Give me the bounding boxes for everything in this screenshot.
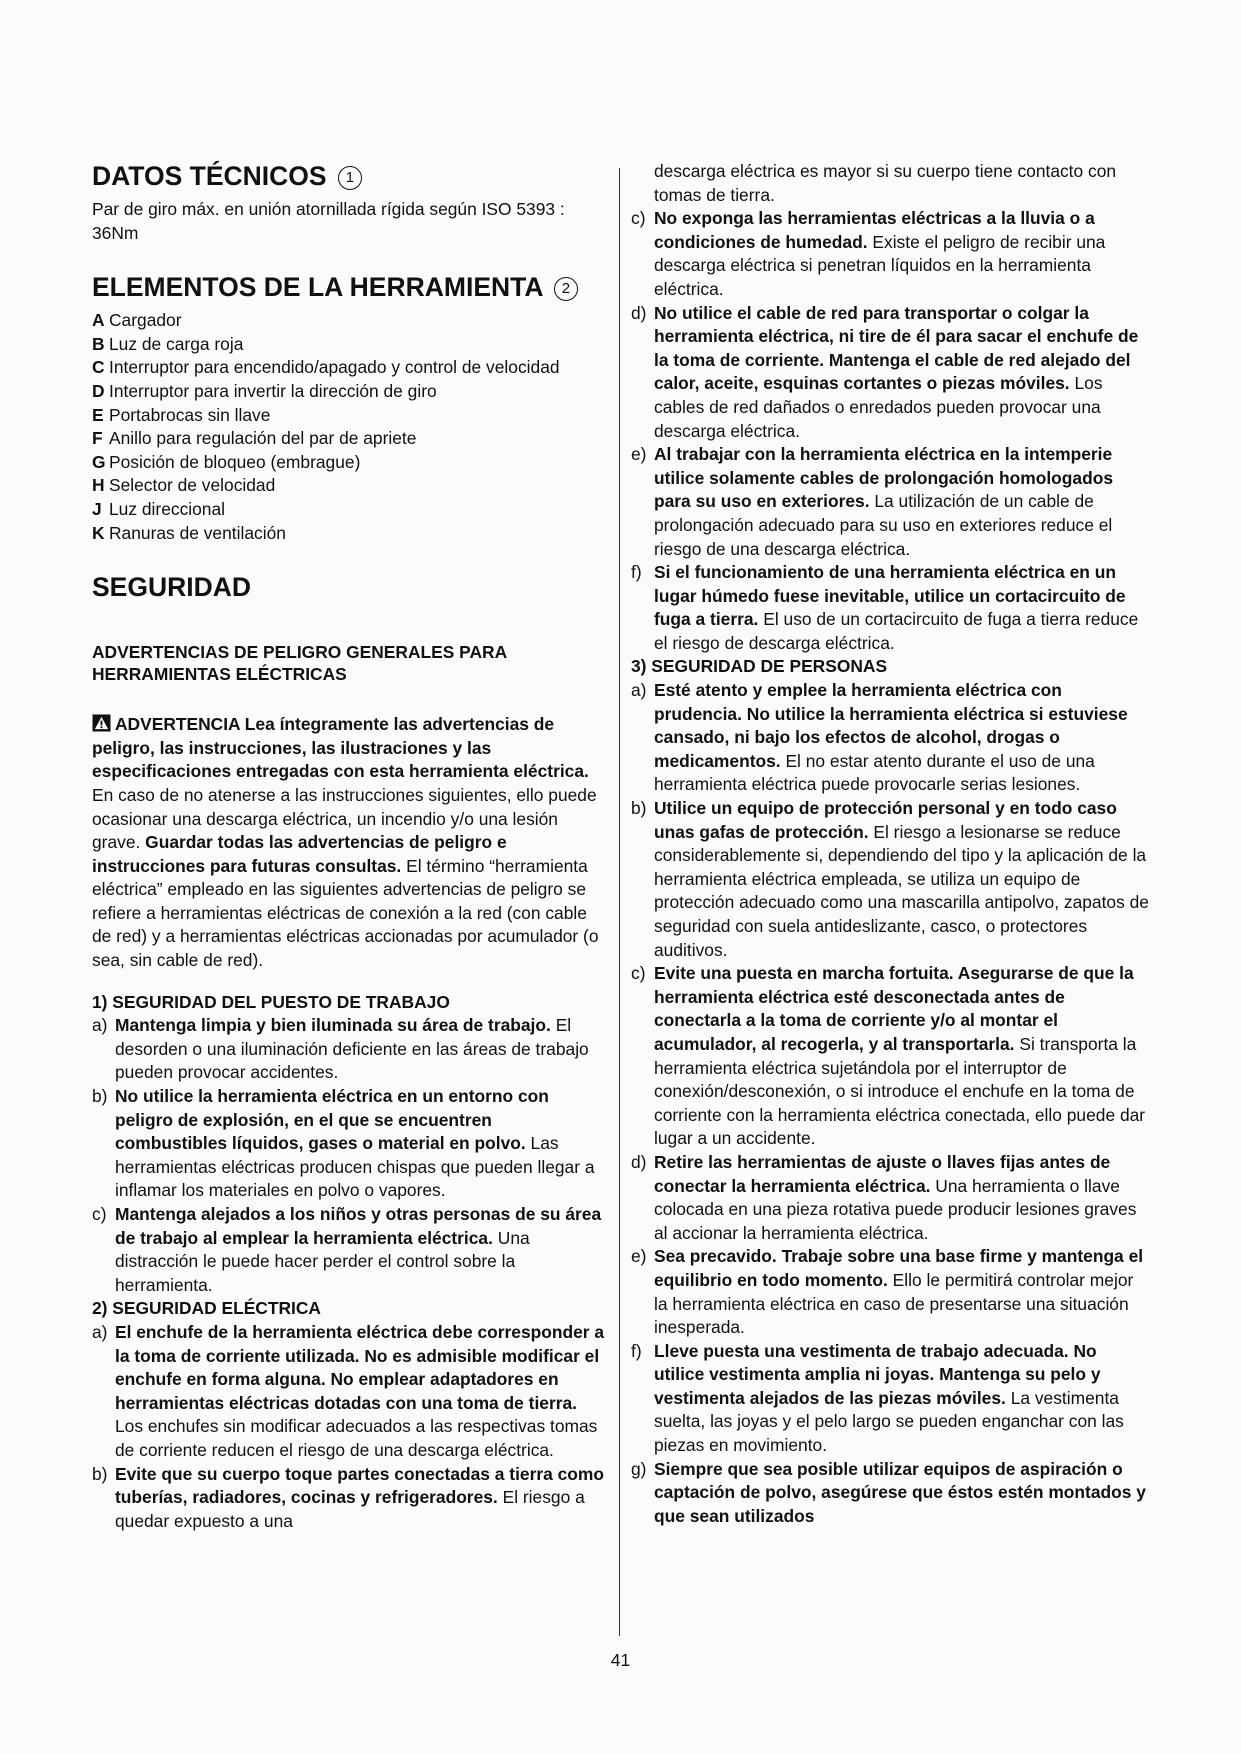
part-item: G Posición de bloqueo (embrague) <box>92 451 361 472</box>
safety-item: b) Evite que su cuerpo toque partes conectadas a tierra como tuberías, radiadores, cocinas y refrigeradores. El riesgo a quedar expuesto a una <box>92 1463 605 1531</box>
safety-item: f) Si el funcionamiento de una herramienta eléctrica en un lugar húmedo fuese inevitable, utilice un cortacircuito de fuga a tierra. El uso de un cortacircuito de fuga a tierra reduce el riesgo de descarga eléctrica. <box>631 562 1139 653</box>
safety-item: d) Retire las herramientas de ajuste o llaves fijas antes de conectar la herramienta eléctrica. Una herramienta o llave colocada en una pieza rotativa puede producir lesiones graves al accionar la herramienta eléctrica. <box>631 1151 1137 1243</box>
safety-item: b) No utilice la herramienta eléctrica en un entorno con peligro de explosión, en el que se encuentren combustibles líquidos, gases o material en polvo. Las herramientas eléctricas producen chispas que pueden llegar a inflamar los materiales en polvo o vapores. <box>92 1086 595 1201</box>
safety-item: a) Esté atento y emplee la herramienta eléctrica con prudencia. No utilice la herramienta eléctrica si estuviese cansado, ni bajo los efectos de alcohol, drogas o medicamentos. El no estar atento durante el uso de una herramienta eléctrica puede provocarle serias lesiones. <box>631 680 1128 795</box>
part-item: J Luz direccional <box>92 498 226 519</box>
section-2-title: 2) SEGURIDAD ELÉCTRICA <box>92 1298 321 1319</box>
figure-ref-2: 2 <box>554 277 578 301</box>
safety-item: a) El enchufe de la herramienta eléctrica debe corresponder a la toma de corriente utilizada. No es admisible modificar el enchufe en forma alguna. No emplear adaptadores en herramientas eléctricas dotadas con una toma de tierra. Los enchufes sin modificar adecuados a las respectivas tomas de corriente reducen el riesgo de una descarga eléctrica. <box>92 1321 605 1460</box>
part-item: D Interruptor para invertir la dirección de giro <box>92 380 437 401</box>
safety-item: e) Al trabajar con la herramienta eléctrica en la intemperie utilice solamente cables de prolongación homologados para su uso en exteriores. La utilización de un cable de prolongación adecuado para su uso en exteriores reduce el riesgo de una descarga eléctrica. <box>631 444 1114 559</box>
safety-item: c) Evite una puesta en marcha fortuita. Asegurarse de que la herramienta eléctrica esté desconectada antes de conectarla a la toma de corriente y/o al montar el acumulador, al recogerla, y al transportarla. Si transporta la herramienta eléctrica sujetándola por el interruptor de conexión/desconexión, o si introduce el enchufe en la toma de corriente con la herramienta eléctrica conectada, ello puede dar lugar a un accidente. <box>631 963 1146 1149</box>
seguridad-heading: SEGURIDAD <box>92 572 252 603</box>
elementos-heading: ELEMENTOS DE LA HERRAMIENTA 2 <box>92 271 606 303</box>
safety-item: a) Mantenga limpia y bien iluminada su área de trabajo. El desorden o una iluminación deficiente en las áreas de trabajo pueden provocar accidentes. <box>92 1015 589 1083</box>
parts-list <box>92 309 606 545</box>
part-item: E Portabrocas sin llave <box>92 404 271 425</box>
part-item: H Selector de velocidad <box>92 475 276 496</box>
datos-tecnicos-text: Par de giro máx. en unión atornillada rígida según ISO 5393 : 36Nm <box>92 199 565 243</box>
safety-item: d) No utilice el cable de red para transportar o colgar la herramienta eléctrica, ni tire de él para sacar el enchufe de la toma de corriente. Mantenga el cable de red alejado del calor, aceite, esquinas cortantes o piezas móviles. Los cables de red dañados o enredados pueden provocar una descarga eléctrica. <box>631 302 1139 441</box>
left-column <box>92 160 606 1533</box>
advertencias-subheading: ADVERTENCIAS DE PELIGRO GENERALES PARA HERRAMIENTAS ELÉCTRICAS <box>92 642 507 685</box>
warning-icon <box>92 714 111 732</box>
part-item: A Cargador <box>92 310 182 331</box>
page-number: 41 <box>610 1650 631 1670</box>
part-item: C Interruptor para encendido/apagado y control de velocidad <box>92 357 560 378</box>
part-item: K Ranuras de ventilación <box>92 522 286 543</box>
datos-tecnicos-heading: DATOS TÉCNICOS 1 <box>92 160 606 192</box>
section-1-title: 1) SEGURIDAD DEL PUESTO DE TRABAJO <box>92 991 450 1012</box>
figure-ref-1: 1 <box>338 166 362 190</box>
safety-item: b) Utilice un equipo de protección personal y en todo caso unas gafas de protección. El riesgo a lesionarse se reduce considerablemente si, dependiendo del tipo y la aplicación de la herramienta eléctrica empleada, se utiliza un equipo de protección adecuado como una mascarilla antipolvo, zapatos de seguridad con suela antideslizante, casco, o protectores auditivos. <box>631 798 1149 960</box>
column-divider <box>619 168 620 1636</box>
continued-text: descarga eléctrica es mayor si su cuerpo tiene contacto con tomas de tierra. <box>654 161 1117 205</box>
safety-item: c) No exponga las herramientas eléctricas a la lluvia o a condiciones de humedad. Existe el peligro de recibir una descarga eléctrica si penetran líquidos en la herramienta eléctrica. <box>631 208 1106 299</box>
section-3-title: 3) SEGURIDAD DE PERSONAS <box>631 656 888 677</box>
safety-item: g) Siempre que sea posible utilizar equipos de aspiración o captación de polvo, asegúrese que éstos estén montados y que sean utilizados <box>631 1458 1146 1526</box>
part-item: F Anillo para regulación del par de apriete <box>92 428 417 449</box>
part-item: B Luz de carga roja <box>92 333 244 354</box>
safety-item: e) Sea precavido. Trabaje sobre una base firme y mantenga el equilibrio en todo momento. Ello le permitirá controlar mejor la herramienta eléctrica en caso de presentarse una situación inesperada. <box>631 1246 1144 1338</box>
right-column <box>631 160 1151 1528</box>
warning-paragraph: ADVERTENCIA Lea íntegramente las advertencias de peligro, las instrucciones, las ilustraciones y las especificaciones entregadas con esta herramienta eléctrica. En caso de no atenerse a las instrucciones siguientes, ello puede ocasionar una descarga eléctrica, un incendio y/o una lesión grave. Guardar todas las advertencias de peligro e instrucciones para futuras consultas. El término “herramienta eléctrica” empleado en las siguientes advertencias de peligro se refiere a herramientas eléctricas de conexión a la red (con cable de red) y a herramientas eléctricas accionadas por acumulador (o sea, sin cable de red). <box>92 714 599 971</box>
safety-item: c) Mantenga alejados a los niños y otras personas de su área de trabajo al emplear la herramienta eléctrica. Una distracción le puede hacer perder el control sobre la herramienta. <box>92 1204 602 1295</box>
safety-item: f) Lleve puesta una vestimenta de trabajo adecuada. No utilice vestimenta amplia ni joyas. Mantenga su pelo y vestimenta alejados de las piezas móviles. La vestimenta suelta, las joyas y el pelo largo se pueden enganchar con las piezas en movimiento. <box>631 1340 1124 1456</box>
